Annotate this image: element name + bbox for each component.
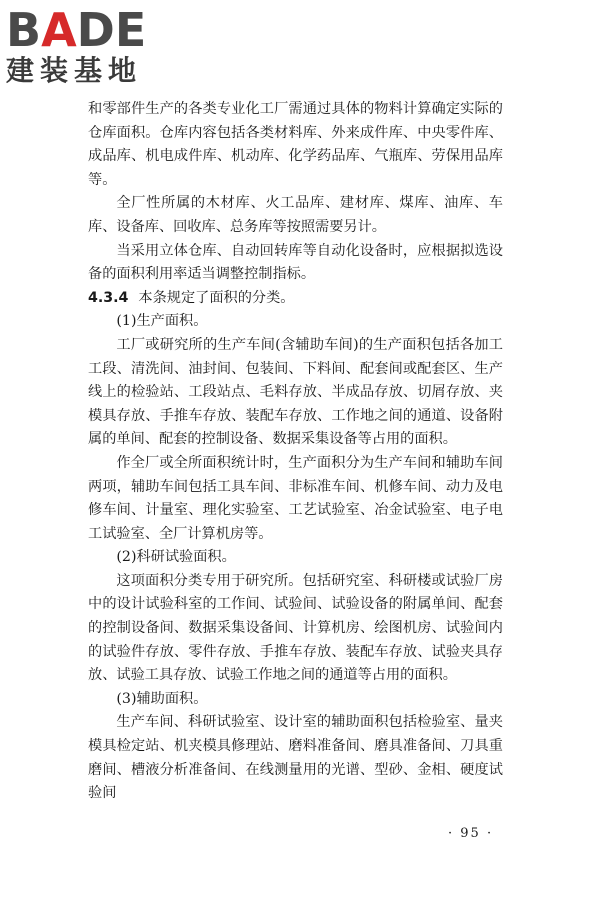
- document-body: [88, 98, 503, 806]
- paragraph: 生产车间、科研试验室、设计室的辅助面积包括检验室、量夹模具检定站、机夹模具修理站、磨料准备间、磨具准备间、刀具重磨间、槽液分析准备间、在线测量用的光谱、型砂、金相、硬度试验间: [88, 714, 503, 802]
- paragraph: 这项面积分类专用于研究所。包括研究室、科研楼或试验厂房中的设计试验科室的工作间、试验间、试验设备的附属单间、配套的控制设备间、数据采集设备间、计算机房、绘图机房、试验间内的试验件存放、零件存放、手推车存放、装配车存放、试验夹具存放、试验工具存放、试验工作地之间的通道等占用的面积。: [88, 572, 503, 684]
- clause-number: 4.3.4: [88, 289, 129, 306]
- paragraph: 和零部件生产的各类专业化工厂需通过具体的物料计算确定实际的仓库面积。仓库内容包括各类材料库、外来成件库、中央零件库、成品库、机电成件库、机动库、化学药品库、气瓶库、劳保用品库等。: [88, 101, 503, 188]
- clause-text: 本条规定了面积的分类。: [138, 289, 295, 306]
- brand-logo: [6, 4, 146, 88]
- subsection-heading: (2)科研试验面积。: [116, 549, 236, 566]
- paragraph: 作全厂或全所面积统计时，生产面积分为生产车间和辅助车间两项，辅助车间包括工具车间、非标准车间、机修车间、动力及电修车间、计量室、理化实验室、工艺试验室、冶金试验室、电子电工试验室、全厂计算机房等。: [88, 454, 503, 542]
- page-number: · 95 ·: [448, 826, 494, 841]
- subsection-heading: (3)辅助面积。: [116, 690, 208, 707]
- subsection-heading: (1)生产面积。: [116, 313, 208, 330]
- logo-wordmark: BADE: [6, 3, 147, 57]
- logo-chinese-text: 建装基地: [6, 54, 143, 87]
- paragraph: 工厂或研究所的生产车间(含辅助车间)的生产面积包括各加工工段、清洗间、油封间、包装间、下料间、配套间或配套区、生产线上的检验站、工段站点、毛料存放、半成品存放、切屑存放、夹模具存放、手推车存放、装配车存放、工作地之间的通道、设备附属的单间、配套的控制设备、数据采集设备等占用的面积。: [88, 336, 503, 448]
- paragraph: 当采用立体仓库、自动回转库等自动化设备时，应根据拟选设备的面积利用率适当调整控制指标。: [88, 242, 503, 283]
- clause-heading: [88, 287, 503, 311]
- paragraph: 全厂性所属的木材库、火工品库、建材库、煤库、油库、车库、设备库、回收库、总务库等按照需要另计。: [88, 195, 503, 235]
